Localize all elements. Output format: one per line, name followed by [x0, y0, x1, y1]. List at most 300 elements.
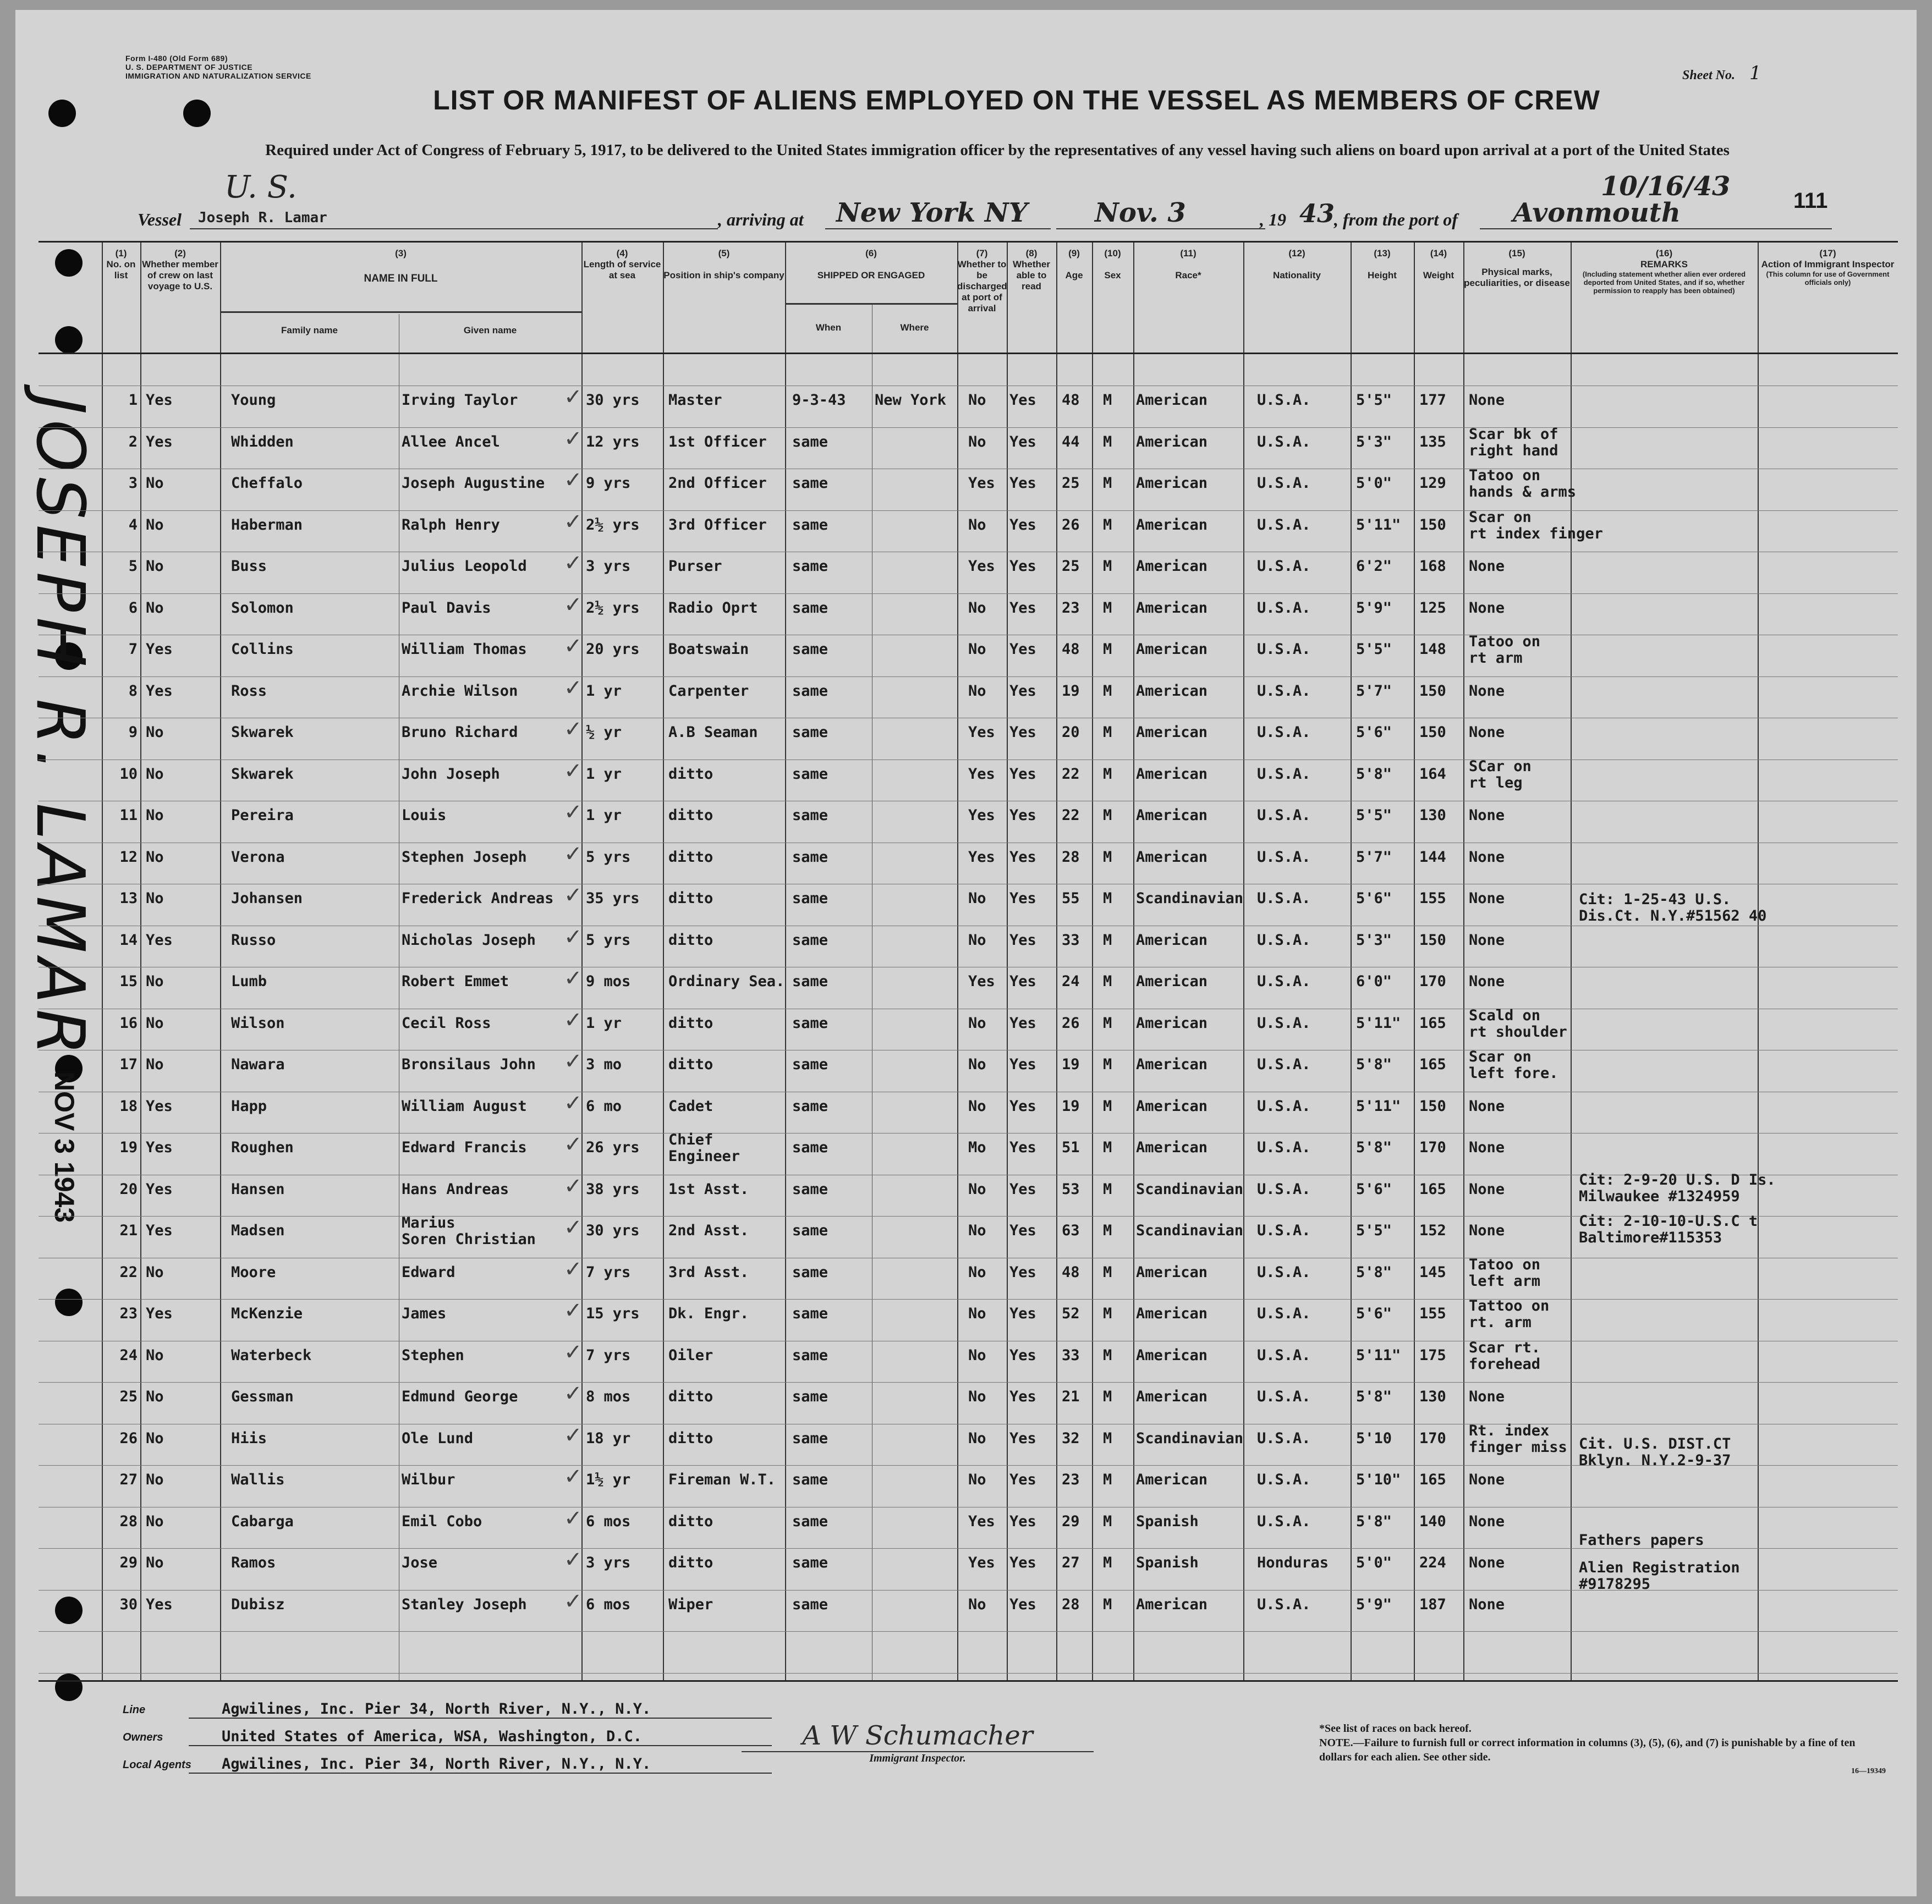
- cell-height: 5'7": [1356, 848, 1392, 866]
- cell-weight: 150: [1419, 516, 1446, 533]
- cell-shipped-when: same: [792, 1471, 828, 1488]
- page-stamp: 111: [1793, 189, 1828, 213]
- cell-given-name: Stanley Joseph: [402, 1595, 527, 1613]
- header-col9: (9) Age: [1065, 248, 1083, 280]
- cell-sex: M: [1103, 392, 1112, 409]
- cell-position: Master: [668, 392, 722, 409]
- cell-discharged: No: [968, 890, 986, 907]
- cell-family-name: Waterbeck: [231, 1346, 312, 1364]
- cell-row-number: 27: [119, 1471, 138, 1488]
- header-where: Where: [900, 322, 929, 333]
- cell-age: 28: [1062, 1595, 1080, 1613]
- agents-label: Local Agents: [123, 1759, 191, 1771]
- header-col17: (17) Action of Immigrant Inspector (This column for use of Government officials only): [1761, 248, 1895, 287]
- cell-shipped-when: same: [792, 641, 828, 658]
- cell-able-to-read: Yes: [1009, 475, 1036, 492]
- cell-length-of-service: 1 yr: [586, 807, 622, 824]
- cell-last-voyage: No: [146, 1512, 164, 1530]
- cell-length-of-service: 12 yrs: [586, 433, 640, 450]
- cell-height: 5'8": [1356, 1056, 1392, 1073]
- cell-family-name: Wallis: [231, 1471, 285, 1488]
- cell-last-voyage: Yes: [146, 1305, 173, 1322]
- cell-sex: M: [1103, 1056, 1112, 1073]
- cell-position: ditto: [668, 890, 713, 907]
- cell-discharged: No: [968, 641, 986, 658]
- sheet-number-label: Sheet No.: [1682, 68, 1735, 82]
- agents-value: Agwilines, Inc. Pier 34, North River, N.Y., N.Y.: [189, 1756, 772, 1774]
- cell-sex: M: [1103, 475, 1112, 492]
- cell-sex: M: [1103, 1595, 1112, 1613]
- header-col11: (11) Race*: [1175, 248, 1201, 280]
- cell-last-voyage: Yes: [146, 641, 173, 658]
- cell-discharged: Yes: [968, 1554, 995, 1571]
- cell-weight: 145: [1419, 1263, 1446, 1281]
- cell-last-voyage: No: [146, 1263, 164, 1281]
- cell-shipped-when: same: [792, 1346, 828, 1364]
- header-col4: (4) Length of service at sea: [583, 248, 661, 280]
- cell-row-number: 17: [119, 1056, 138, 1073]
- cell-sex: M: [1103, 1263, 1112, 1281]
- cell-height: 5'11": [1356, 1097, 1401, 1115]
- cell-last-voyage: Yes: [146, 1595, 173, 1613]
- cell-position: Purser: [668, 558, 722, 575]
- cell-row-number: 14: [119, 931, 138, 949]
- table-row: [39, 1131, 1898, 1173]
- cell-length-of-service: 6 mos: [586, 1595, 631, 1613]
- cell-age: 22: [1062, 807, 1080, 824]
- cell-shipped-when: same: [792, 765, 828, 783]
- cell-last-voyage: No: [146, 1429, 164, 1447]
- cell-height: 5'8": [1356, 1388, 1392, 1405]
- cell-physical-marks: None: [1469, 807, 1505, 824]
- cell-family-name: Buss: [231, 558, 267, 575]
- cell-height: 5'11": [1356, 516, 1401, 533]
- checkmark-icon: ✓: [564, 841, 583, 867]
- cell-age: 27: [1062, 1554, 1080, 1571]
- cell-given-name: Archie Wilson: [402, 682, 518, 700]
- cell-nationality: U.S.A.: [1257, 973, 1311, 990]
- cell-physical-marks: Scald on rt shoulder: [1469, 1006, 1567, 1041]
- cell-nationality: U.S.A.: [1257, 641, 1311, 658]
- cell-last-voyage: No: [146, 1346, 164, 1364]
- cell-nationality: U.S.A.: [1257, 1595, 1311, 1613]
- cell-row-number: 13: [119, 890, 138, 907]
- cell-length-of-service: 18 yr: [586, 1429, 631, 1447]
- cell-age: 19: [1062, 1056, 1080, 1073]
- cell-shipped-when: same: [792, 848, 828, 866]
- form-number: Form I-480 (Old Form 689): [125, 54, 228, 63]
- cell-given-name: Marius Soren Christian: [402, 1214, 536, 1248]
- cell-row-number: 23: [119, 1305, 138, 1322]
- cell-able-to-read: Yes: [1009, 599, 1036, 617]
- cell-discharged: No: [968, 1097, 986, 1115]
- cell-weight: 164: [1419, 765, 1446, 783]
- cell-nationality: U.S.A.: [1257, 1139, 1311, 1156]
- cell-age: 19: [1062, 1097, 1080, 1115]
- cell-position: ditto: [668, 1512, 713, 1530]
- cell-given-name: William Thomas: [402, 641, 527, 658]
- cell-weight: 150: [1419, 1097, 1446, 1115]
- cell-able-to-read: Yes: [1009, 1554, 1036, 1571]
- cell-weight: 140: [1419, 1512, 1446, 1530]
- cell-position: ditto: [668, 1056, 713, 1073]
- cell-discharged: Yes: [968, 475, 995, 492]
- cell-age: 24: [1062, 973, 1080, 990]
- form-code: 16—19349: [1851, 1767, 1886, 1775]
- cell-discharged: No: [968, 1222, 986, 1239]
- cell-height: 5'8": [1356, 765, 1392, 783]
- cell-discharged: Yes: [968, 848, 995, 866]
- cell-sex: M: [1103, 1097, 1112, 1115]
- cell-race: Scandinavian: [1136, 890, 1244, 907]
- checkmark-icon: ✓: [564, 1381, 583, 1406]
- ruled-line: [39, 427, 1898, 428]
- cell-last-voyage: No: [146, 848, 164, 866]
- cell-weight: 165: [1419, 1471, 1446, 1488]
- cell-length-of-service: 15 yrs: [586, 1305, 640, 1322]
- cell-given-name: Irving Taylor: [402, 392, 518, 409]
- cell-shipped-when: same: [792, 1056, 828, 1073]
- cell-family-name: Solomon: [231, 599, 294, 617]
- cell-race: American: [1136, 724, 1208, 741]
- cell-race: American: [1136, 973, 1208, 990]
- cell-age: 48: [1062, 1263, 1080, 1281]
- cell-weight: 155: [1419, 890, 1446, 907]
- cell-position: ditto: [668, 1429, 713, 1447]
- ruled-line: [39, 676, 1898, 677]
- remark-row-26: Cit. U.S. DIST.CT Bklyn. N.Y.2-9-37: [1579, 1435, 1731, 1469]
- cell-given-name: William August: [402, 1097, 527, 1115]
- cell-weight: 170: [1419, 1429, 1446, 1447]
- cell-length-of-service: 1 yr: [586, 765, 622, 783]
- ruled-line: [39, 510, 1898, 511]
- cell-length-of-service: 7 yrs: [586, 1346, 631, 1364]
- cell-last-voyage: Yes: [146, 1097, 173, 1115]
- cell-given-name: Wilbur: [402, 1471, 455, 1488]
- arriving-label: , arriving at: [718, 210, 804, 229]
- cell-given-name: Julius Leopold: [402, 558, 527, 575]
- cell-length-of-service: 26 yrs: [586, 1139, 640, 1156]
- table-row: [39, 924, 1898, 965]
- cell-sex: M: [1103, 641, 1112, 658]
- cell-length-of-service: 9 yrs: [586, 475, 631, 492]
- checkmark-icon: ✓: [564, 1049, 583, 1074]
- cell-physical-marks: None: [1469, 724, 1505, 741]
- cell-position: ditto: [668, 1014, 713, 1032]
- checkmark-icon: ✓: [564, 551, 583, 576]
- checkmark-icon: ✓: [564, 675, 583, 701]
- checkmark-icon: ✓: [564, 758, 583, 784]
- cell-nationality: U.S.A.: [1257, 1056, 1311, 1073]
- table-row: [39, 841, 1898, 882]
- table-row: [39, 467, 1898, 508]
- cell-shipped-when: same: [792, 1139, 828, 1156]
- remark-row-13: Cit: 1-25-43 U.S. Dis.Ct. N.Y.#51562 40: [1579, 891, 1767, 925]
- cell-able-to-read: Yes: [1009, 1056, 1036, 1073]
- cell-physical-marks: Scar on rt index finger: [1469, 508, 1603, 542]
- cell-discharged: No: [968, 931, 986, 949]
- header-col16: (16) REMARKS (Including statement whether alien ever ordered deported from United States, and if so, whether permission to reapply has been obtained): [1582, 248, 1746, 295]
- cell-weight: 129: [1419, 475, 1446, 492]
- remark-row-21: Cit: 2-10-10-U.S.C t Baltimore#115353: [1579, 1213, 1758, 1246]
- header-col3: (3) NAME IN FULL: [364, 248, 438, 284]
- cell-nationality: U.S.A.: [1257, 890, 1311, 907]
- cell-race: American: [1136, 1595, 1208, 1613]
- cell-weight: 170: [1419, 1139, 1446, 1156]
- cell-physical-marks: None: [1469, 1554, 1505, 1571]
- cell-weight: 177: [1419, 392, 1446, 409]
- cell-nationality: U.S.A.: [1257, 599, 1311, 617]
- header-given-name: Given name: [463, 325, 517, 335]
- cell-given-name: Allee Ancel: [402, 433, 500, 450]
- table-row: [39, 508, 1898, 550]
- cell-sex: M: [1103, 433, 1112, 450]
- cell-age: 26: [1062, 1014, 1080, 1032]
- cell-given-name: Cecil Ross: [402, 1014, 491, 1032]
- table-row: [39, 1381, 1898, 1422]
- footer-lines: [123, 1701, 783, 1786]
- cell-given-name: Joseph Augustine: [402, 475, 545, 492]
- cell-height: 5'9": [1356, 599, 1392, 617]
- cell-able-to-read: Yes: [1009, 1512, 1036, 1530]
- cell-able-to-read: Yes: [1009, 641, 1036, 658]
- cell-weight: 165: [1419, 1180, 1446, 1198]
- cell-discharged: Yes: [968, 1512, 995, 1530]
- table-row: [39, 675, 1898, 716]
- cell-height: 5'6": [1356, 890, 1392, 907]
- inspector-label: Immigrant Inspector.: [869, 1752, 966, 1764]
- cell-age: 63: [1062, 1222, 1080, 1239]
- header-col13: (13) Height: [1368, 248, 1397, 280]
- header-col12: (12) Nationality: [1273, 248, 1321, 280]
- cell-able-to-read: Yes: [1009, 1097, 1036, 1115]
- cell-height: 6'2": [1356, 558, 1392, 575]
- cell-nationality: U.S.A.: [1257, 1512, 1311, 1530]
- cell-race: American: [1136, 1097, 1208, 1115]
- cell-nationality: U.S.A.: [1257, 1471, 1311, 1488]
- cell-race: American: [1136, 1056, 1208, 1073]
- cell-discharged: No: [968, 1429, 986, 1447]
- table-row: [39, 800, 1898, 840]
- cell-sex: M: [1103, 1222, 1112, 1239]
- table-row: [39, 384, 1898, 425]
- cell-age: 53: [1062, 1180, 1080, 1198]
- ruled-line: [39, 1673, 1898, 1674]
- cell-shipped-when: same: [792, 1388, 828, 1405]
- cell-race: American: [1136, 599, 1208, 617]
- cell-discharged: No: [968, 433, 986, 450]
- cell-height: 5'6": [1356, 1305, 1392, 1322]
- cell-nationality: U.S.A.: [1257, 1346, 1311, 1364]
- cell-race: American: [1136, 516, 1208, 533]
- checkmark-icon: ✓: [564, 634, 583, 659]
- cell-given-name: Bruno Richard: [402, 724, 518, 741]
- sheet-number-value: 1: [1749, 62, 1761, 84]
- cell-age: 21: [1062, 1388, 1080, 1405]
- table-row: [39, 592, 1898, 633]
- cell-height: 5'6": [1356, 1180, 1392, 1198]
- cell-sex: M: [1103, 724, 1112, 741]
- cell-height: 5'7": [1356, 682, 1392, 700]
- cell-weight: 148: [1419, 641, 1446, 658]
- cell-age: 25: [1062, 475, 1080, 492]
- cell-discharged: Yes: [968, 558, 995, 575]
- table-row: [39, 551, 1898, 591]
- header-col15: (15) Physical marks, peculiarities, or disease: [1464, 248, 1570, 288]
- cell-family-name: Russo: [231, 931, 276, 949]
- cell-height: 5'11": [1356, 1014, 1401, 1032]
- header-col7: (7) Whether to be discharged at port of arrival: [957, 248, 1007, 313]
- cell-discharged: Mo: [968, 1139, 986, 1156]
- cell-shipped-when: same: [792, 475, 828, 492]
- cell-length-of-service: 2½ yrs: [586, 516, 640, 533]
- cell-row-number: 22: [119, 1263, 138, 1281]
- cell-row-number: 26: [119, 1429, 138, 1447]
- cell-nationality: U.S.A.: [1257, 1388, 1311, 1405]
- cell-given-name: Robert Emmet: [402, 973, 509, 990]
- cell-position: ditto: [668, 765, 713, 783]
- cell-length-of-service: 5 yrs: [586, 848, 631, 866]
- cell-discharged: Yes: [968, 973, 995, 990]
- cell-last-voyage: No: [146, 599, 164, 617]
- cell-race: American: [1136, 848, 1208, 866]
- cell-length-of-service: ½ yr: [586, 724, 622, 741]
- cell-able-to-read: Yes: [1009, 848, 1036, 866]
- table-row: [39, 966, 1898, 1006]
- cell-weight: 150: [1419, 682, 1446, 700]
- cell-family-name: Verona: [231, 848, 285, 866]
- cell-age: 48: [1062, 641, 1080, 658]
- cell-shipped-when: same: [792, 724, 828, 741]
- header-col5: (5) Position in ship's company: [663, 248, 784, 280]
- cell-last-voyage: No: [146, 724, 164, 741]
- cell-shipped-when: same: [792, 807, 828, 824]
- cell-physical-marks: None: [1469, 1097, 1505, 1115]
- remark-row-29: Alien Registration #9178295: [1579, 1559, 1740, 1593]
- table-row: [39, 1090, 1898, 1131]
- checkmark-icon: ✓: [564, 1505, 583, 1531]
- cell-shipped-when: same: [792, 1263, 828, 1281]
- cell-shipped-when: same: [792, 1554, 828, 1571]
- cell-height: 5'8": [1356, 1263, 1392, 1281]
- cell-age: 55: [1062, 890, 1080, 907]
- cell-family-name: Lumb: [231, 973, 267, 990]
- cell-nationality: U.S.A.: [1257, 516, 1311, 533]
- cell-able-to-read: Yes: [1009, 1595, 1036, 1613]
- cell-position: 2nd Officer: [668, 475, 767, 492]
- cell-row-number: 25: [119, 1388, 138, 1405]
- cell-position: ditto: [668, 807, 713, 824]
- cell-last-voyage: No: [146, 973, 164, 990]
- cell-family-name: Ramos: [231, 1554, 276, 1571]
- cell-row-number: 28: [119, 1512, 138, 1530]
- cell-able-to-read: Yes: [1009, 1388, 1036, 1405]
- checkmark-icon: ✓: [564, 966, 583, 991]
- cell-shipped-where: New York: [875, 392, 947, 409]
- cell-physical-marks: None: [1469, 1388, 1505, 1405]
- table-row: [39, 717, 1898, 757]
- cell-position: Oiler: [668, 1346, 713, 1364]
- cell-sex: M: [1103, 1139, 1112, 1156]
- cell-length-of-service: 3 yrs: [586, 1554, 631, 1571]
- cell-nationality: U.S.A.: [1257, 848, 1311, 866]
- cell-given-name: Nicholas Joseph: [402, 931, 536, 949]
- cell-able-to-read: Yes: [1009, 724, 1036, 741]
- cell-row-number: 6: [128, 599, 138, 617]
- cell-shipped-when: same: [792, 516, 828, 533]
- cell-height: 5'10: [1356, 1429, 1392, 1447]
- cell-height: 5'3": [1356, 931, 1392, 949]
- cell-age: 28: [1062, 848, 1080, 866]
- cell-weight: 168: [1419, 558, 1446, 575]
- cell-discharged: Yes: [968, 724, 995, 741]
- cell-weight: 152: [1419, 1222, 1446, 1239]
- cell-nationality: U.S.A.: [1257, 475, 1311, 492]
- cell-age: 51: [1062, 1139, 1080, 1156]
- cell-last-voyage: Yes: [146, 682, 173, 700]
- cell-discharged: No: [968, 1056, 986, 1073]
- cell-last-voyage: Yes: [146, 1222, 173, 1239]
- cell-nationality: U.S.A.: [1257, 1180, 1311, 1198]
- cell-shipped-when: same: [792, 1180, 828, 1198]
- cell-discharged: No: [968, 392, 986, 409]
- cell-length-of-service: 6 mo: [586, 1097, 622, 1115]
- from-port: Avonmouth: [1513, 197, 1681, 228]
- cell-physical-marks: Scar rt. forehead: [1469, 1339, 1541, 1373]
- cell-given-name: Paul Davis: [402, 599, 491, 617]
- cell-length-of-service: 9 mos: [586, 973, 631, 990]
- cell-weight: 150: [1419, 931, 1446, 949]
- cell-weight: 170: [1419, 973, 1446, 990]
- cell-nationality: U.S.A.: [1257, 1429, 1311, 1447]
- department: U. S. DEPARTMENT OF JUSTICE: [125, 63, 253, 71]
- cell-position: ditto: [668, 1554, 713, 1571]
- cell-weight: 187: [1419, 1595, 1446, 1613]
- cell-last-voyage: Yes: [146, 931, 173, 949]
- cell-position: Chief Engineer: [668, 1131, 740, 1165]
- cell-family-name: McKenzie: [231, 1305, 303, 1322]
- table-row: [39, 1464, 1898, 1505]
- inspector-signature: A W Schumacher: [742, 1720, 1094, 1752]
- vessel-label: Vessel: [138, 210, 182, 229]
- cell-age: 23: [1062, 599, 1080, 617]
- cell-able-to-read: Yes: [1009, 558, 1036, 575]
- cell-discharged: Yes: [968, 807, 995, 824]
- checkmark-icon: ✓: [564, 1007, 583, 1033]
- sheet-number: [1682, 62, 1761, 84]
- cell-age: 29: [1062, 1512, 1080, 1530]
- ruled-line: [39, 1631, 1898, 1632]
- cell-position: Radio Oprt: [668, 599, 758, 617]
- cell-able-to-read: Yes: [1009, 1305, 1036, 1322]
- cell-nationality: U.S.A.: [1257, 1263, 1311, 1281]
- cell-weight: 224: [1419, 1554, 1446, 1571]
- cell-sex: M: [1103, 682, 1112, 700]
- cell-sex: M: [1103, 1014, 1112, 1032]
- table-row: [39, 757, 1898, 799]
- checkmark-icon: ✓: [564, 1464, 583, 1489]
- table-row: [39, 1339, 1898, 1380]
- cell-given-name: Stephen Joseph: [402, 848, 527, 866]
- checkmark-icon: ✓: [564, 1547, 583, 1572]
- checkmark-icon: ✓: [564, 509, 583, 535]
- manifest-sheet: [15, 10, 1917, 1896]
- cell-length-of-service: 5 yrs: [586, 931, 631, 949]
- cell-last-voyage: No: [146, 807, 164, 824]
- cell-family-name: Skwarek: [231, 765, 294, 783]
- cell-last-voyage: No: [146, 1471, 164, 1488]
- checkmark-icon: ✓: [564, 467, 583, 493]
